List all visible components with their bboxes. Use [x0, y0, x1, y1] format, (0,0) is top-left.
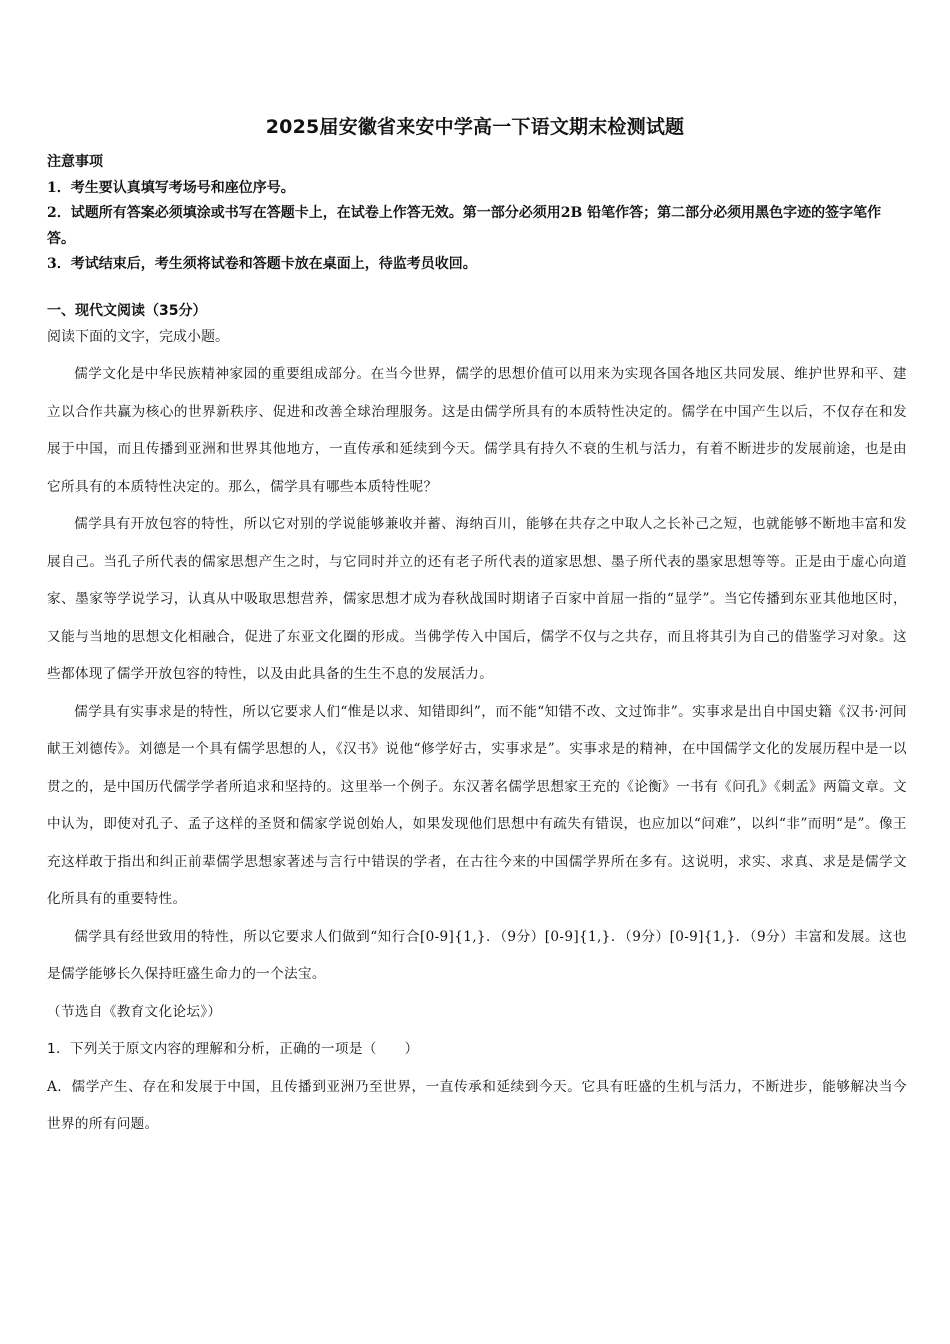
notice-item-1: 1．考生要认真填写考场号和座位序号。	[47, 179, 295, 196]
notice-block	[47, 150, 907, 278]
passage-paragraph-2: 儒学具有开放包容的特性，所以它对别的学说能够兼收并蓄、海纳百川，能够在共存之中取人之长补己之短，也就能够不断地丰富和发展自己。当孔子所代表的儒家思想产生之时，与它同时并立的还有老子所代表的道家思想、墨子所代表的墨家思想等等。正是由于虚心向道家、墨家等学说学习，认真从中吸取思想营养，儒家思想才成为春秋战国时期诸子百家中首屈一指的“显学”。当它传播到东亚其他地区时，又能与当地的思想文化相融合，促进了东亚文化圈的形成。当佛学传入中国后，儒学不仅与之共存，而且将其引为自己的借鉴学习对象。这些都体现了儒学开放包容的特性，以及由此具备的生生不息的发展活力。	[47, 516, 907, 682]
question-1-option-a: A．儒学产生、存在和发展于中国，且传播到亚洲乃至世界，一直传承和延续到今天。它具有旺盛的生机与活力，不断进步，能够解决当今世界的所有问题。	[47, 1078, 907, 1132]
notice-heading: 注意事项	[47, 154, 103, 170]
reading-passage	[47, 356, 907, 994]
notice-item-2: 2．试题所有答案必须填涂或书写在答题卡上，在试卷上作答无效。第一部分必须用2B 铅笔作答；第二部分必须用黑色字迹的签字笔作答。	[47, 205, 882, 247]
passage-paragraph-1: 儒学文化是中华民族精神家园的重要组成部分。在当今世界，儒学的思想价值可以用来为实现各国各地区共同发展、维护世界和平、建立以合作共赢为核心的世界新秩序、促进和改善全球治理服务。这是由儒学所具有的本质特性决定的。儒学在中国产生以后，不仅存在和发展于中国，而且传播到亚洲和世界其他地方，一直传承和延续到今天。儒学具有持久不衰的生机与活力，有着不断进步的发展前途，也是由它所具有的本质特性决定的。那么，儒学具有哪些本质特性呢？	[47, 366, 907, 495]
question-1-stem: 1．下列关于原文内容的理解和分析，正确的一项是（ ）	[47, 1041, 419, 1057]
notice-item-3: 3．考试结束后，考生须将试卷和答题卡放在桌面上，待监考员收回。	[47, 256, 477, 272]
passage-paragraph-4: 儒学具有经世致用的特性，所以它要求人们做到“知行合[0-9]{1,}．（9分）[0-9]{1,}．（9分）[0-9]{1,}．（9分）丰富和发展。这也是儒学能够长久保持旺盛生命力的一个法宝。	[47, 928, 907, 982]
section-heading: 一、现代文阅读（35分）	[47, 303, 207, 319]
exam-title: 2025届安徽省来安中学高一下语文期末检测试题	[265, 116, 685, 138]
passage-source: （节选自《教育文化论坛》）	[47, 1003, 222, 1020]
section-intro: 阅读下面的文字，完成小题。	[47, 329, 229, 345]
section-reading	[47, 298, 907, 1144]
passage-paragraph-3: 儒学具有实事求是的特性，所以它要求人们“惟是以求、知错即纠”，而不能“知错不改、文过饰非”。实事求是出自中国史籍《汉书·河间献王刘德传》。刘德是一个具有儒学思想的人，《汉书》说他“修学好古，实事求是”。实事求是的精神，在中国儒学文化的发展历程中是一以贯之的，是中国历代儒学学者所追求和坚持的。这里举一个例子。东汉著名儒学思想家王充的《论衡》一书有《问孔》《刺孟》两篇文章。文中认为，即使对孔子、孟子这样的圣贤和儒家学说创始人，如果发现他们思想中有疏失有错误，也应加以“问难”，以纠“非”而明“是”。像王充这样敢于指出和纠正前辈儒学思想家著述与言行中错误的学者，在古往今来的中国儒学界所在多有。这说明，求实、求真、求是是儒学文化所具有的重要特性。	[47, 703, 907, 907]
